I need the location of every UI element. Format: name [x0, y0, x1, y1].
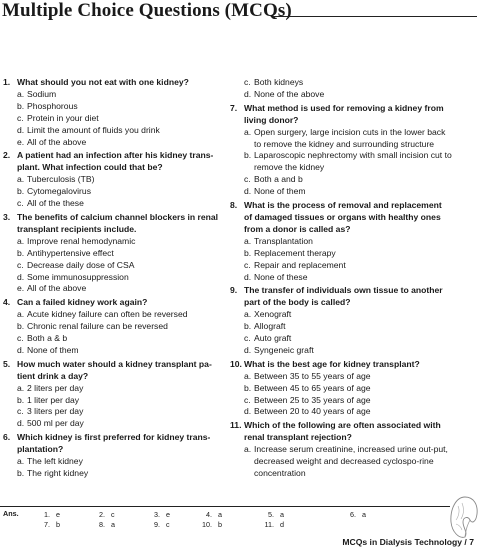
option-letter: d.: [244, 88, 252, 99]
option-text: Increase serum creatinine, increased urine out-put, decreased weight and decreased cyclospo-rine concentration: [254, 444, 448, 478]
answer-item: [200, 510, 222, 519]
question-item: [3, 297, 225, 357]
option-text: 1 liter per day: [27, 394, 80, 405]
option-letter: a.: [17, 456, 25, 467]
option-text: None of them: [254, 186, 306, 197]
option-item: [17, 260, 225, 272]
answer-value: e: [166, 510, 170, 519]
option-letter: a.: [17, 88, 25, 99]
answer-value: e: [56, 510, 60, 519]
answer-item: [38, 510, 60, 519]
question-text: Can a failed kidney work again?: [17, 297, 148, 308]
question-text: How much water should a kidney transplant pa-tient drink a day?: [17, 358, 212, 381]
option-text: Xenograft: [254, 309, 292, 320]
option-text: Open surgery, large incision cuts in the lower back to remove the kidney and surrounding structure: [254, 126, 446, 149]
question-text: What is the best age for kidney transplant?: [244, 358, 420, 369]
option-letter: c.: [17, 406, 24, 417]
option-item: [17, 345, 225, 357]
option-list: [17, 383, 225, 431]
option-text: Between 25 to 35 years of age: [254, 394, 371, 405]
question-text: What should you not eat with one kidney?: [17, 77, 189, 87]
question-number: 9.: [230, 285, 238, 296]
question-number: 4.: [3, 297, 11, 308]
option-text: Laparoscopic nephrectomy with small incision cut to remove the kidney: [254, 150, 452, 173]
option-text: Improve renal hemodynamic: [27, 235, 136, 246]
option-text: Between 45 to 65 years of age: [254, 382, 371, 393]
option-text: Both a and b: [254, 174, 303, 185]
option-item: [17, 383, 225, 395]
option-text: Both kidneys: [254, 77, 304, 87]
question-text: What method is used for removing a kidney from living donor?: [244, 102, 444, 125]
answer-key-label: Ans.: [3, 509, 19, 518]
option-text: Limit the amount of fluids you drink: [27, 124, 160, 135]
option-letter: c.: [17, 333, 24, 344]
answer-value: a: [280, 510, 284, 519]
question-item: [230, 200, 452, 283]
option-text: Between 20 to 40 years of age: [254, 406, 371, 417]
answer-value: d: [280, 520, 284, 529]
option-item: [244, 77, 452, 89]
question-item: [230, 285, 452, 356]
option-item: [244, 345, 452, 357]
option-item: [244, 309, 452, 321]
option-item: [17, 468, 225, 480]
option-list: [17, 456, 225, 480]
question-text: What is the process of removal and replacement of damaged tissues or organs with healthy ones from a donor is called as?: [244, 200, 442, 234]
question-item: [3, 150, 225, 210]
option-text: Decrease daily dose of CSA: [27, 259, 135, 270]
option-text: Allograft: [254, 321, 286, 332]
question-number: 6.: [3, 432, 11, 443]
option-letter: b.: [244, 321, 252, 332]
option-letter: a.: [244, 444, 252, 455]
option-text: 3 liters per day: [27, 406, 84, 417]
option-text: 500 ml per day: [27, 418, 84, 429]
option-item: [244, 127, 452, 151]
option-item: [17, 456, 225, 468]
footer-text: MCQs in Dialysis Technology / 7: [342, 537, 474, 547]
option-text: Transplantation: [254, 235, 313, 246]
question-number: 5.: [3, 358, 11, 369]
option-text: Both a & b: [27, 333, 68, 344]
option-letter: d.: [17, 418, 25, 429]
option-item: [17, 406, 225, 418]
answer-item: [93, 510, 115, 519]
left-column: [3, 77, 225, 482]
answer-number: 1.: [44, 510, 50, 519]
answer-value: a: [218, 510, 222, 519]
right-column: [230, 77, 452, 482]
option-item: [17, 101, 225, 113]
option-item: [17, 236, 225, 248]
option-list: [244, 236, 452, 284]
option-letter: a.: [17, 174, 25, 185]
answer-item: [262, 520, 284, 529]
answer-number: 8.: [99, 520, 105, 529]
option-letter: c.: [244, 259, 251, 270]
answer-number: 2.: [99, 510, 105, 519]
option-letter: b.: [244, 382, 252, 393]
option-text: The left kidney: [27, 456, 83, 467]
option-text: Cytomegalovirus: [27, 186, 91, 197]
option-text: Syngeneic graft: [254, 344, 314, 355]
option-letter: d.: [17, 124, 25, 135]
right-question-list: [230, 103, 452, 480]
option-text: The right kidney: [27, 468, 89, 478]
question-number: 7.: [230, 102, 238, 113]
option-text: All of the these: [27, 198, 84, 209]
option-letter: c.: [244, 77, 251, 87]
option-text: None of the above: [254, 88, 325, 99]
option-text: Sodium: [27, 88, 57, 99]
option-text: Antihypertensive effect: [27, 247, 114, 258]
option-item: [17, 89, 225, 101]
option-text: All of the above: [27, 283, 87, 294]
answer-value: b: [56, 520, 60, 529]
option-list: [244, 371, 452, 419]
option-item: [17, 198, 225, 210]
option-letter: a.: [244, 370, 252, 381]
question-item: [230, 420, 452, 480]
question-number: 3.: [3, 211, 11, 222]
option-item: [17, 174, 225, 186]
option-list: [17, 89, 225, 149]
answer-number: 4.: [206, 510, 212, 519]
answer-item: [38, 520, 60, 529]
answer-value: c: [111, 510, 115, 519]
option-text: None of them: [27, 344, 79, 355]
option-letter: a.: [244, 126, 252, 137]
option-item: [17, 248, 225, 260]
option-letter: c.: [244, 394, 251, 405]
question-number: 8.: [230, 200, 238, 211]
option-text: Protein in your diet: [27, 112, 99, 123]
option-item: [244, 248, 452, 260]
question-item: [3, 359, 225, 430]
option-text: Acute kidney failure can often be reversed: [27, 309, 188, 320]
option-list: [17, 174, 225, 210]
answer-number: 9.: [154, 520, 160, 529]
option-text: Auto graft: [254, 333, 292, 344]
option-item: [17, 137, 225, 149]
question-text: Which kidney is first preferred for kidney trans-plantation?: [17, 432, 211, 455]
question-text: The benefits of calcium channel blockers in renal transplant recipients include.: [17, 211, 219, 234]
option-item: [244, 383, 452, 395]
option-item: [17, 125, 225, 137]
option-list: [244, 127, 452, 198]
question-text: Which of the following are often associated with renal transplant rejection?: [244, 420, 441, 443]
option-text: Replacement therapy: [254, 247, 336, 258]
option-text: 2 liters per day: [27, 382, 84, 393]
option-item: [244, 333, 452, 345]
option-item: [244, 260, 452, 272]
option-item: [244, 371, 452, 383]
option-letter: b.: [244, 247, 252, 258]
option-text: None of these: [254, 271, 308, 282]
question-item: [230, 103, 452, 198]
answer-item: [93, 520, 115, 529]
option-letter: d.: [244, 344, 252, 355]
answer-number: 3.: [154, 510, 160, 519]
question-text: A patient had an infection after his kidney trans-plant. What infection could that be?: [17, 150, 214, 173]
option-letter: a.: [17, 235, 25, 246]
option-list: [17, 236, 225, 296]
continued-options: [244, 77, 452, 101]
answer-item: [200, 520, 222, 529]
option-item: [244, 89, 452, 101]
question-number: 1.: [3, 77, 11, 87]
option-letter: b.: [17, 186, 25, 197]
option-text: Tuberculosis (TB): [27, 174, 95, 185]
option-list: [244, 309, 452, 357]
option-list: [17, 309, 225, 357]
option-letter: b.: [17, 247, 25, 258]
option-item: [17, 321, 225, 333]
option-list: [244, 444, 452, 480]
page-header: [0, 0, 480, 26]
page-footer: [0, 536, 480, 549]
option-letter: a.: [244, 309, 252, 320]
answer-key: [0, 507, 450, 529]
option-letter: c.: [244, 333, 251, 344]
title-underline: [274, 16, 477, 17]
option-text: Between 35 to 55 years of age: [254, 370, 371, 381]
option-item: [244, 236, 452, 248]
option-item: [244, 186, 452, 198]
option-letter: c.: [244, 174, 251, 185]
question-number: 11.: [230, 420, 242, 431]
option-item: [244, 272, 452, 284]
question-item: [3, 212, 225, 295]
answer-value: a: [362, 510, 366, 519]
answer-number: 7.: [44, 520, 50, 529]
option-item: [17, 186, 225, 198]
answer-number: 10.: [202, 520, 212, 529]
option-item: [17, 395, 225, 407]
option-text: Chronic renal failure can be reversed: [27, 321, 168, 332]
option-letter: a.: [244, 235, 252, 246]
option-letter: c.: [17, 112, 24, 123]
option-text: Phosphorous: [27, 100, 78, 111]
option-item: [17, 418, 225, 430]
option-item: [17, 113, 225, 125]
option-item: [244, 150, 452, 174]
page-title: Multiple Choice Questions (MCQs): [2, 0, 292, 21]
option-letter: e.: [17, 136, 25, 147]
answer-item: [148, 510, 170, 519]
option-letter: a.: [17, 382, 25, 393]
question-number: 10.: [230, 358, 242, 369]
answer-value: a: [111, 520, 115, 529]
question-item: [3, 77, 225, 148]
answer-item: [262, 510, 284, 519]
option-item: [244, 174, 452, 186]
option-letter: c.: [17, 198, 24, 209]
answer-value: b: [218, 520, 222, 529]
option-text: Some immunosuppression: [27, 271, 129, 282]
option-letter: d.: [244, 271, 252, 282]
question-number: 2.: [3, 150, 11, 161]
option-item: [17, 333, 225, 345]
option-item: [17, 309, 225, 321]
answer-item: [148, 520, 170, 529]
answer-item: [344, 510, 366, 519]
option-letter: b.: [244, 150, 252, 161]
option-letter: b.: [17, 394, 25, 405]
option-item: [244, 321, 452, 333]
question-item: [3, 432, 225, 480]
option-text: All of the above: [27, 136, 87, 147]
option-letter: d.: [244, 406, 252, 417]
option-letter: b.: [17, 100, 25, 111]
option-letter: d.: [17, 344, 25, 355]
option-letter: b.: [17, 321, 25, 332]
option-item: [244, 406, 452, 418]
option-letter: a.: [17, 309, 25, 320]
option-item: [17, 272, 225, 284]
answer-value: c: [166, 520, 170, 529]
question-item: [230, 359, 452, 419]
option-text: Repair and replacement: [254, 259, 346, 270]
option-item: [244, 395, 452, 407]
option-item: [244, 444, 452, 480]
option-letter: d.: [244, 186, 252, 197]
option-letter: b.: [17, 468, 25, 478]
option-item: [17, 283, 225, 295]
answer-number: 5.: [268, 510, 274, 519]
kidney-icon: [448, 494, 480, 540]
option-letter: d.: [17, 271, 25, 282]
option-letter: e.: [17, 283, 25, 294]
answer-number: 6.: [350, 510, 356, 519]
question-text: The transfer of individuals own tissue to another part of the body is called?: [244, 285, 443, 308]
option-letter: c.: [17, 259, 24, 270]
answer-number: 11.: [264, 520, 274, 529]
